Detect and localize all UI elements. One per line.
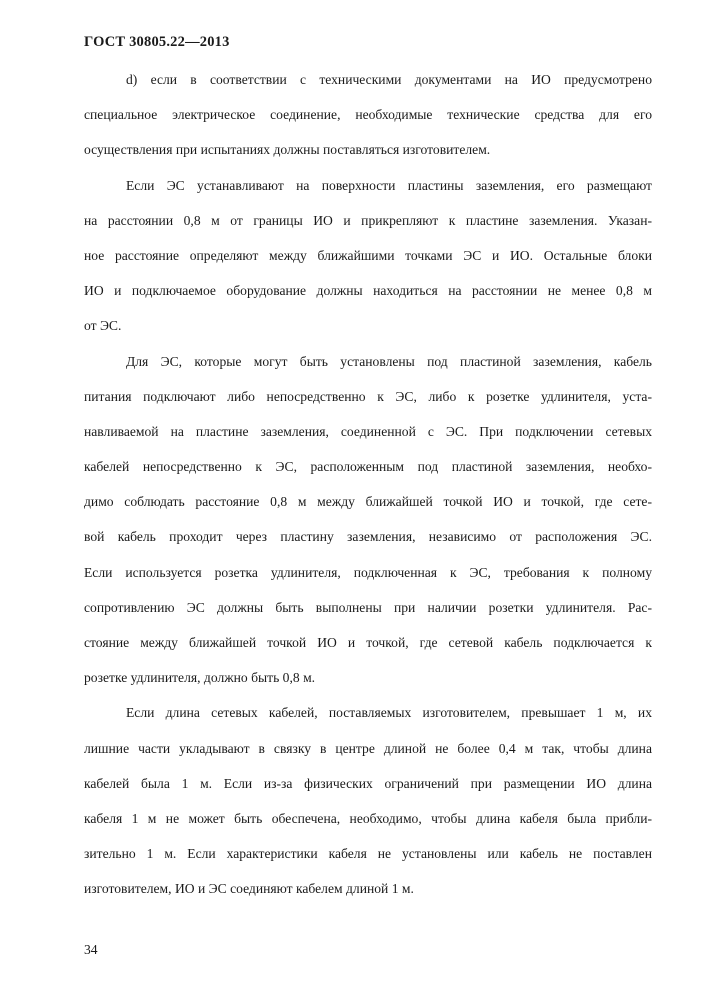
paragraph-line: розетке удлинителя, должно быть 0,8 м. xyxy=(84,670,316,686)
document-header-code: ГОСТ 30805.22—2013 xyxy=(84,34,230,50)
paragraph-line: на расстоянии 0,8 м от границы ИО и прикрепляют к пластине заземления. Указан- xyxy=(84,212,652,228)
paragraph-line: димо соблюдать расстояние 0,8 м между ближайшей точкой ИО и точкой, где сете- xyxy=(84,494,652,510)
body-text xyxy=(84,62,652,907)
paragraph-line: лишние части укладывают в связку в центре длиной не более 0,4 м так, чтобы длина xyxy=(84,740,652,756)
paragraph-line: Если используется розетка удлинителя, подключенная к ЭС, требования к полному xyxy=(84,564,652,580)
page-number: 34 xyxy=(84,942,98,957)
paragraph-4 xyxy=(84,695,652,906)
paragraph-1 xyxy=(84,62,652,168)
paragraph-line: осуществления при испытаниях должны поставляться изготовителем. xyxy=(84,142,491,158)
paragraph-line: Если ЭС устанавливают на поверхности пластины заземления, его размещают xyxy=(126,177,652,193)
paragraph-line: сопротивлению ЭС должны быть выполнены при наличии розетки удлинителя. Рас- xyxy=(84,599,652,615)
paragraph-line: кабелей была 1 м. Если из-за физических ограничений при размещении ИО длина xyxy=(84,775,652,791)
paragraph-line: зительно 1 м. Если характеристики кабеля не установлены или кабель не поставлен xyxy=(84,846,652,862)
paragraph-line: вой кабель проходит через пластину заземления, независимо от расположения ЭС. xyxy=(84,529,652,545)
paragraph-line: питания подключают либо непосредственно к ЭС, либо к розетке удлинителя, уста- xyxy=(84,388,652,404)
paragraph-line: от ЭС. xyxy=(84,318,122,334)
paragraph-line: стояние между ближайшей точкой ИО и точкой, где сетевой кабель подключается к xyxy=(84,635,652,650)
paragraph-line: изготовителем, ИО и ЭС соединяют кабелем длиной 1 м. xyxy=(84,881,414,897)
paragraph-line: специальное электрическое соединение, необходимые технические средства для его xyxy=(84,107,652,123)
paragraph-line: кабеля 1 м не может быть обеспечена, необходимо, чтобы длина кабеля была прибли- xyxy=(84,810,652,826)
paragraph-line: ИО и подключаемое оборудование должны находиться на расстоянии не менее 0,8 м xyxy=(84,283,652,299)
paragraph-line: d) если в соответствии с техническими документами на ИО предусмотрено xyxy=(126,72,652,87)
paragraph-line: ное расстояние определяют между ближайшими точками ЭС и ИО. Остальные блоки xyxy=(84,247,652,263)
paragraph-line: Если длина сетевых кабелей, поставляемых изготовителем, превышает 1 м, их xyxy=(126,705,652,721)
paragraph-line: кабелей непосредственно к ЭС, расположенным под пластиной заземления, необхо- xyxy=(84,459,652,475)
paragraph-3 xyxy=(84,344,652,696)
paragraph-line: Для ЭС, которые могут быть установлены под пластиной заземления, кабель xyxy=(126,353,652,369)
paragraph-line: навливаемой на пластине заземления, соединенной с ЭС. При подключении сетевых xyxy=(84,423,652,439)
paragraph-2 xyxy=(84,168,652,344)
